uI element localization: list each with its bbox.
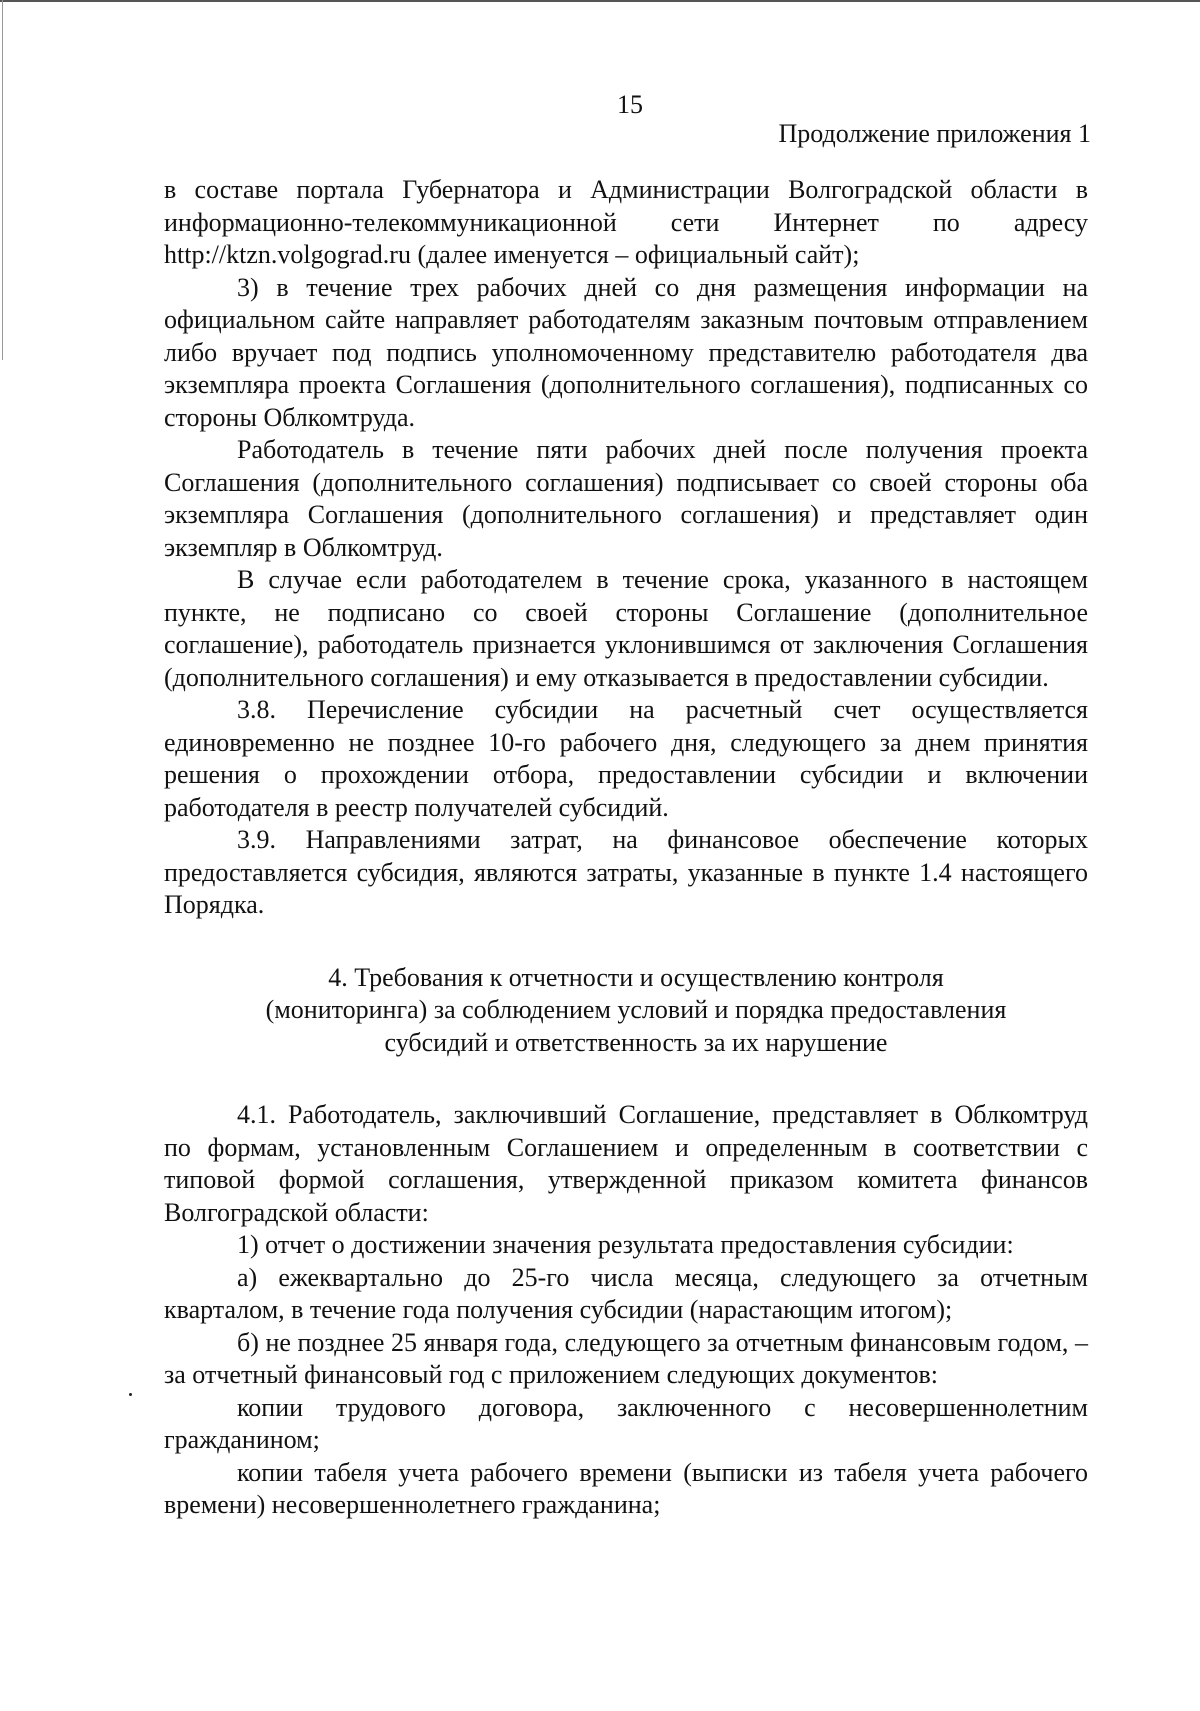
scan-top-edge <box>0 0 1200 2</box>
paragraph-refusal: В случае если работодателем в течение срока, указанного в настоящем пункте, не подписано со своей стороны Соглашение (дополнительное соглашение), работодатель признается уклонившимся от заключения Соглашения (дополнительного соглашения) и ему отказывается в предоставлении субсидии. <box>164 565 1088 692</box>
paragraph-item-3: 3) в течение трех рабочих дней со дня размещения информации на официальном сайте направляет работодателям заказным почтовым отправлением либо вручает под подпись уполномоченному представителю работодателя два экземпляра проекта Соглашения (дополнительного соглашения), подписанных со стороны Облкомтруда. <box>164 272 1088 432</box>
paragraph-employer-signs: Работодатель в течение пяти рабочих дней после получения проекта Соглашения (дополнительного соглашения) подписывает со своей стороны оба экземпляра Соглашения (дополнительного соглашения) и представляет один экземпляр в Облкомтруд. <box>164 435 1088 562</box>
appendix-continuation-label: Продолжение приложения 1 <box>778 119 1091 148</box>
paragraph-item-b: б) не позднее 25 января года, следующего за отчетным финансовым годом, – за отчетный финансовый год с приложением следующих документов: <box>164 1327 1088 1389</box>
section-4-heading <box>164 962 1088 1060</box>
scan-speck <box>129 1393 132 1396</box>
paragraph-3-9: 3.9. Направлениями затрат, на финансовое обеспечение которых предоставляется субсидия, являются затраты, указанные в пункте 1.4 настоящего Порядка. <box>164 825 1088 919</box>
document-body <box>164 174 1088 1522</box>
paragraph-item-1-report: 1) отчет о достижении значения результата предоставления субсидии: <box>237 1230 1014 1259</box>
page-number: 15 <box>617 90 643 119</box>
paragraph-timesheet-copies: копии табеля учета рабочего времени (выписки из табеля учета рабочего времени) несовершеннолетнего гражданина; <box>164 1457 1088 1519</box>
section-4-heading-line-1: 4. Требования к отчетности и осуществлению контроля <box>328 962 944 992</box>
scan-left-edge <box>2 0 3 360</box>
paragraph-3-8: 3.8. Перечисление субсидии на расчетный счет осуществляется единовременно не позднее 10-го рабочего дня, следующего за днем принятия решения о прохождении отбора, предоставлении субсидии и включении работодателя в реестр получателей субсидий. <box>164 695 1088 822</box>
paragraph-item-a: а) ежеквартально до 25-го числа месяца, следующего за отчетным кварталом, в течение года получения субсидии (нарастающим итогом); <box>164 1262 1088 1324</box>
section-4-heading-line-3: субсидий и ответственность за их нарушение <box>384 1027 888 1057</box>
paragraph-official-site: в составе портала Губернатора и Администрации Волгоградской области в информационно-телекоммуникационной сети Интернет по адресу http://ktzn.volgograd.ru (далее именуется – официальный сайт); <box>164 175 1088 269</box>
paragraph-4-1: 4.1. Работодатель, заключивший Соглашение, представляет в Облкомтруд по формам, установленным Соглашением и определенным в соответствии с типовой формой соглашения, утвержденной приказом комитета финансов Волгоградской области: <box>164 1100 1088 1227</box>
paragraph-contract-copies: копии трудового договора, заключенного с несовершеннолетним гражданином; <box>164 1392 1088 1454</box>
section-4-heading-line-2: (мониторинга) за соблюдением условий и порядка предоставления <box>265 995 1007 1024</box>
